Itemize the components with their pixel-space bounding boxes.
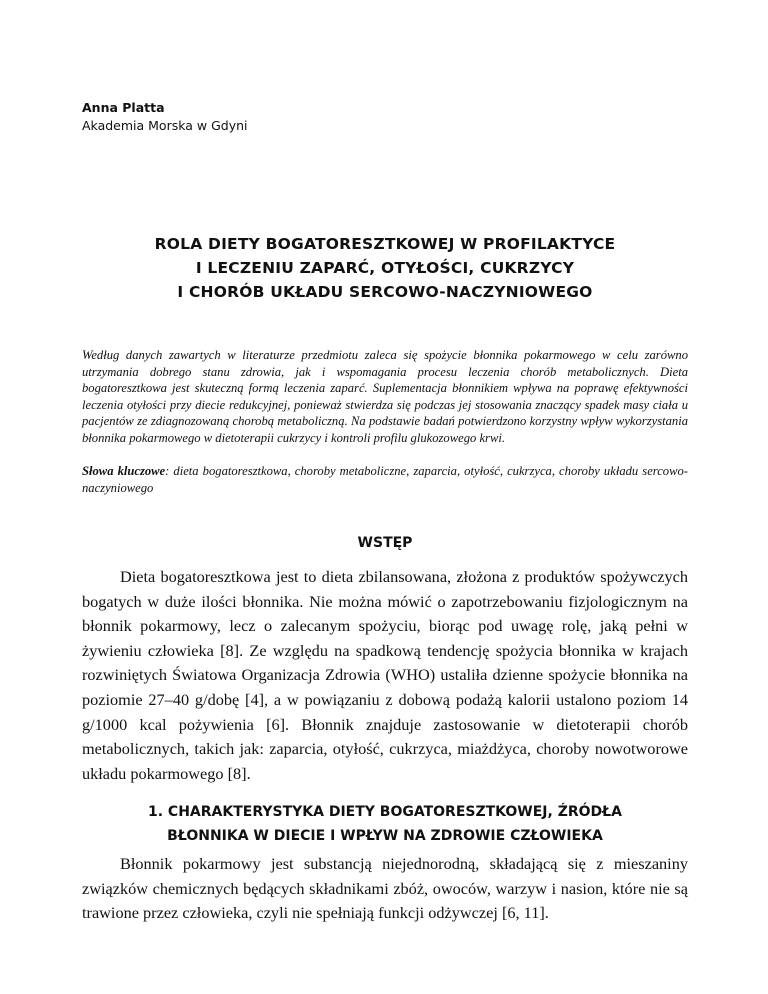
title-line-3: I CHORÓB UKŁADU SERCOWO-NACZYNIOWEGO (177, 283, 593, 301)
intro-heading: WSTĘP (357, 535, 413, 551)
intro-paragraph: Dieta bogatoresztkowa jest to dieta zbilansowana, złożona z produktów spożywczych bogatych w duże ilości błonnika. Nie można mówić o zapotrzebowaniu fizjologicznym na błonnik pokarmowy, lecz o zalecanym spożyciu, biorąc pod uwagę rolę, jaką pełni w żywieniu człowieka [8]. Ze względu na spadkową tendencję spożycia błonnika w krajach rozwiniętych Światowa Organizacja Zdrowia (WHO) ustaliła dzienne spożycie błonnika na poziomie 27–40 g/dobę [4], a w powiązaniu z dobową podażą kalorii ustalono poziom 14 g/1000 kcal pożywienia [6]. Błonnik znajduje zastosowanie w dietoterapii chorób metabolicznych, takich jak: zaparcia, otyłość, cukrzyca, miażdżyca, choroby nowotworowe układu pokarmowego [8]. (82, 567, 688, 783)
title-line-2: I LECZENIU ZAPARĆ, OTYŁOŚCI, CUKRZYCY (195, 259, 575, 277)
keywords-label: Słowa kluczowe (82, 464, 166, 478)
abstract: Według danych zawartych w literaturze przedmiotu zaleca się spożycie błonnika pokarmowego w celu zarówno utrzymania dobrego stanu zdrowia, jak i wspomagania procesu leczenia chorób metabolicznych. Dieta bogatoresztkowa jest skuteczną formą leczenia zaparć. Suplementacja błonnikiem wpływa na poprawę efektywności leczenia otyłości przy diecie redukcyjnej, ponieważ stwierdza się podczas jej stosowania znaczący spadek masy ciała u pacjentów ze zdiagnozowaną chorobą metaboliczną. Na podstawie badań potwierdzono korzystny wpływ wykorzystania błonnika pokarmowego w dietoterapii cukrzycy i kontroli profilu glukozowego krwi. (82, 348, 688, 445)
section-1-heading-line-1: 1. CHARAKTERYSTYKA DIETY BOGATORESZTKOWEJ, ŹRÓDŁA (148, 804, 622, 820)
author-affiliation: Akademia Morska w Gdyni (82, 118, 248, 133)
author-name: Anna Platta (82, 100, 165, 115)
section-1-heading-line-2: BŁONNIKA W DIECIE I WPŁYW NA ZDROWIE CZŁOWIEKA (167, 828, 603, 844)
paper-title (82, 232, 688, 304)
keywords (82, 463, 688, 496)
keywords-text: : dieta bogatoresztkowa, choroby metaboliczne, zaparcia, otyłość, cukrzyca, choroby układu sercowo-naczyniowego (82, 464, 688, 495)
author-block (82, 99, 248, 135)
section-1-heading (82, 800, 688, 848)
section-1-paragraph: Błonnik pokarmowy jest substancją niejednorodną, składającą się z mieszaniny związków chemicznych będących składnikami zbóż, owoców, warzyw i nasion, które nie są trawione przez człowieka, czyli nie spełniają funkcji odżywczej [6, 11]. (82, 854, 688, 923)
title-line-1: ROLA DIETY BOGATORESZTKOWEJ W PROFILAKTYCE (154, 235, 616, 253)
